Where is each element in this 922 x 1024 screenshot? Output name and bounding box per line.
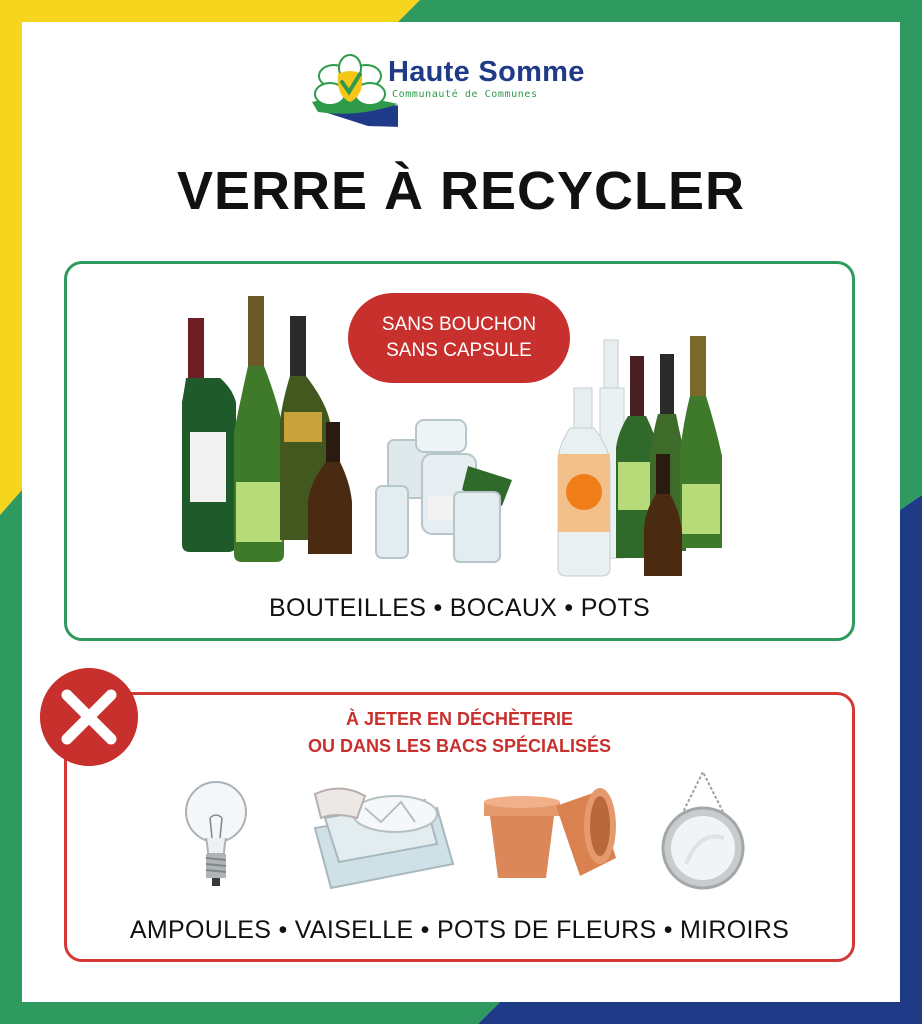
page-title: VERRE À RECYCLER [176,161,746,221]
lightbulb-icon [182,778,250,890]
flower-pots-icon [484,786,624,882]
bottles-illustration-left [180,292,360,567]
badge-line-1: SANS BOUCHON [381,314,537,335]
logo-flower-icon [308,52,398,132]
bottles-illustration-right [552,336,732,581]
badge-line-2: SANS CAPSULE [386,340,532,361]
jars-illustration [370,410,540,570]
accepted-caption: BOUTEILLES • BOCAUX • POTS [269,594,650,622]
rejected-warning [64,706,855,760]
logo-subtitle: Communauté de Communes [392,89,538,100]
warning-line-1: À JETER EN DÉCHÈTERIE [345,709,574,729]
rejected-caption: AMPOULES • VAISELLE • POTS DE FLEURS • MIROIRS [129,916,790,944]
logo [308,52,618,132]
dishes-icon [305,778,457,890]
logo-title: Haute Somme [388,56,585,88]
sans-bouchon-badge [348,293,570,383]
mirror-icon [660,768,746,892]
warning-line-2: OU DANS LES BACS SPÉCIALISÉS [307,736,612,756]
